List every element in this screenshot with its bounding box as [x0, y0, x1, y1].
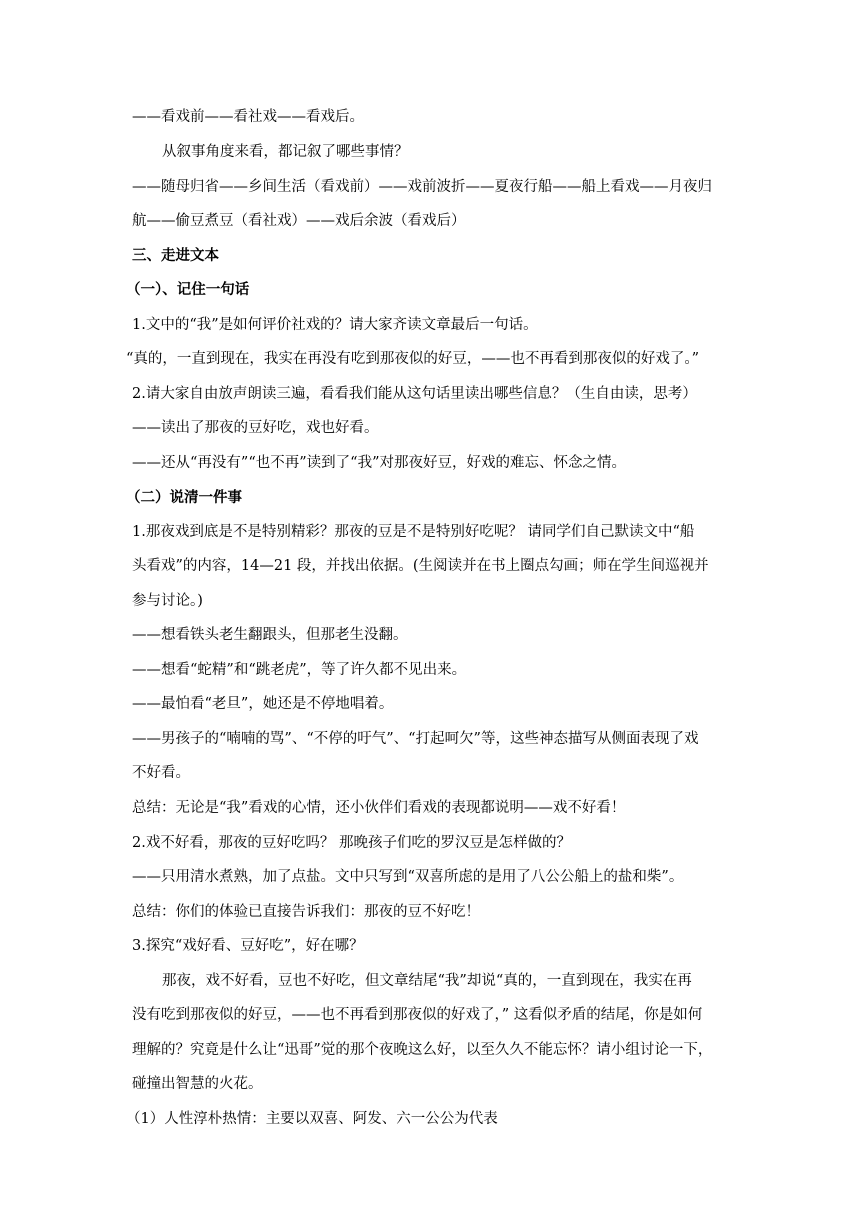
text-line: ——读出了那夜的豆好吃，戏也好看。	[132, 420, 379, 436]
text-line: ——还从“再没有”“也不再”读到了“我”对那夜好豆，好戏的难忘、怀念之情。	[132, 455, 626, 471]
text-line: 2.戏不好看，那夜的豆好吃吗？ 那晚孩子们吃的罗汉豆是怎样做的？	[132, 835, 571, 851]
text-line: 3.探究“戏好看、豆好吃”，好在哪？	[132, 938, 364, 954]
subsection-heading: （一）、记住一句话	[126, 282, 250, 298]
text-line: 不好看。	[132, 765, 190, 781]
text-line: 头看戏”的内容，14—21 段，并找出依据。(生阅读并在书上圈点勾画；师在学生间巡视并	[132, 558, 709, 574]
text-line: 参与讨论。)	[132, 593, 203, 609]
text-line: 理解的？究竟是什么让“迅哥”觉的那个夜晚这么好，以至久久不能忘怀？请小组讨论一下，	[132, 1042, 713, 1058]
text-line: 1.文中的“我”是如何评价社戏的？请大家齐读文章最后一句话。	[132, 317, 538, 333]
text-line: ——最怕看“老旦”，她还是不停地唱着。	[132, 696, 394, 712]
summary-line: 总结：你们的体验已直接告诉我们：那夜的豆不好吃！	[132, 904, 480, 920]
text-line: 那夜，戏不好看，豆也不好吃，但文章结尾“我”却说“真的，一直到现在，我实在再	[162, 973, 692, 989]
text-line: ——只用清水煮熟，加了点盐。文中只写到“双喜所虑的是用了八公公船上的盐和柴”。	[132, 869, 684, 885]
text-line: （1）人性淳朴热情：主要以双喜、阿发、六一公公为代表	[126, 1111, 498, 1127]
subsection-heading: （二）说清一件事	[126, 490, 242, 506]
text-line: ——看戏前——看社戏——看戏后。	[132, 109, 364, 125]
text-line: 从叙事角度来看，都记叙了哪些事情？	[162, 144, 409, 160]
text-line: 没有吃到那夜似的好豆，——也不再看到那夜似的好戏了，” 这看似矛盾的结尾，你是如何	[132, 1007, 703, 1023]
text-line: ——想看“蛇精”和“跳老虎”，等了许久都不见出来。	[132, 662, 467, 678]
text-line: ——想看铁头老生翻跟头，但那老生没翻。	[132, 627, 408, 643]
text-line: 1.那夜戏到底是不是特别精彩？那夜的豆是不是特别好吃呢？ 请同学们自己默读文中“船	[132, 524, 695, 540]
text-line: ——随母归省——乡间生活（看戏前）——戏前波折——夏夜行船——船上看戏——月夜归	[132, 179, 712, 195]
text-line: 2.请大家自由放声朗读三遍，看看我们能从这句话里读出哪些信息？（生自由读，思考）	[132, 386, 697, 402]
text-line: 碰撞出智慧的火花。	[132, 1076, 263, 1092]
text-line: ——男孩子的“喃喃的骂”、“不停的吁气”、“打起呵欠”等，这些神态描写从侧面表现了戏	[132, 731, 699, 747]
summary-line: 总结：无论是“我”看戏的心情，还小伙伴们看戏的表现都说明——戏不好看！	[132, 800, 626, 816]
quote-line: “真的，一直到现在，我实在再没有吃到那夜似的好豆，——也不再看到那夜似的好戏了。”	[126, 351, 700, 367]
text-line: 航——偷豆煮豆（看社戏）——戏后余波（看戏后）	[132, 213, 466, 229]
section-heading: 三、走进文本	[132, 248, 219, 264]
